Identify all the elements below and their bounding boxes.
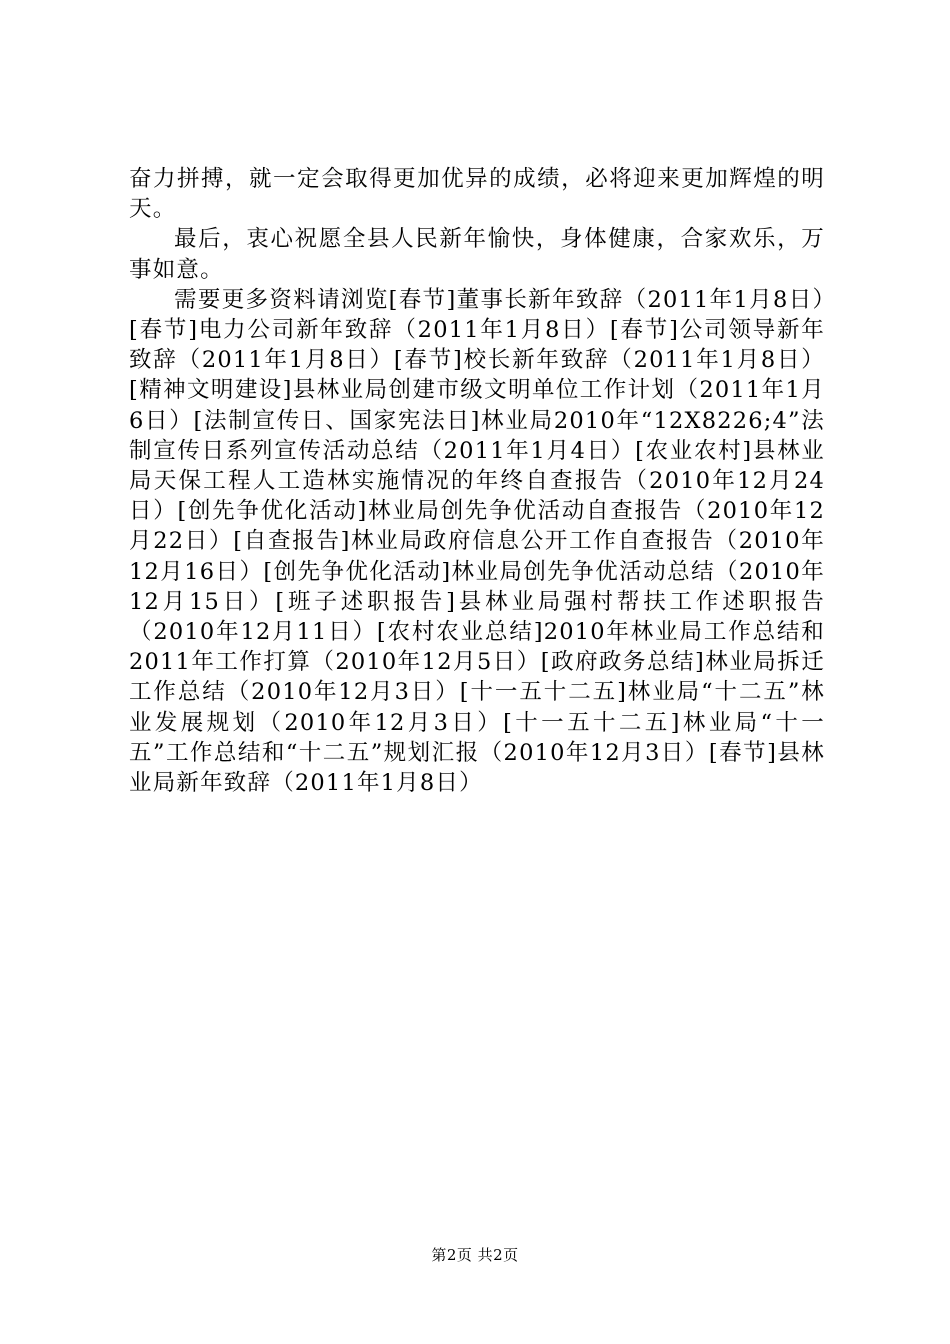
document-body	[129, 164, 825, 798]
paragraph-continuation: 奋力拼搏，就一定会取得更加优异的成绩，必将迎来更加辉煌的明天。	[129, 166, 825, 223]
page-footer: 第2页 共2页	[431, 1246, 519, 1264]
paragraph-related-links: 需要更多资料请浏览[春节]董事长新年致辞（2011年1月8日）[春节]电力公司新年致辞（2011年1月8日）[春节]公司领导新年致辞（2011年1月8日）[春节]校长新年致辞（2011年1月8日）[精神文明建设]县林业局创建市级文明单位工作计划（2011年1月6日）[法制宣传日、国家宪法日]林业局2010年“12X8226;4”法制宣传日系列宣传活动总结（2011年1月4日）[农业农村]县林业局天保工程人工造林实施情况的年终自查报告（2010年12月24日）[创先争优化活动]林业局创先争优活动自查报告（2010年12月22日）[自查报告]林业局政府信息公开工作自查报告（2010年12月16日）[创先争优化活动]林业局创先争优活动总结（2010年12月15日）[班子述职报告]县林业局强村帮扶工作述职报告（2010年12月11日）[农村农业总结]2010年林业局工作总结和2011年工作打算（2010年12月5日）[政府政务总结]林业局拆迁工作总结（2010年12月3日）[十一五十二五]林业局“十二五”林业发展规划（2010年12月3日）[十一五十二五]林业局“十一五”工作总结和“十二五”规划汇报（2010年12月3日）[春节]县林业局新年致辞（2011年1月8日）	[129, 286, 825, 797]
paragraph-closing-wishes: 最后，衷心祝愿全县人民新年愉快，身体健康，合家欢乐，万事如意。	[129, 226, 825, 283]
